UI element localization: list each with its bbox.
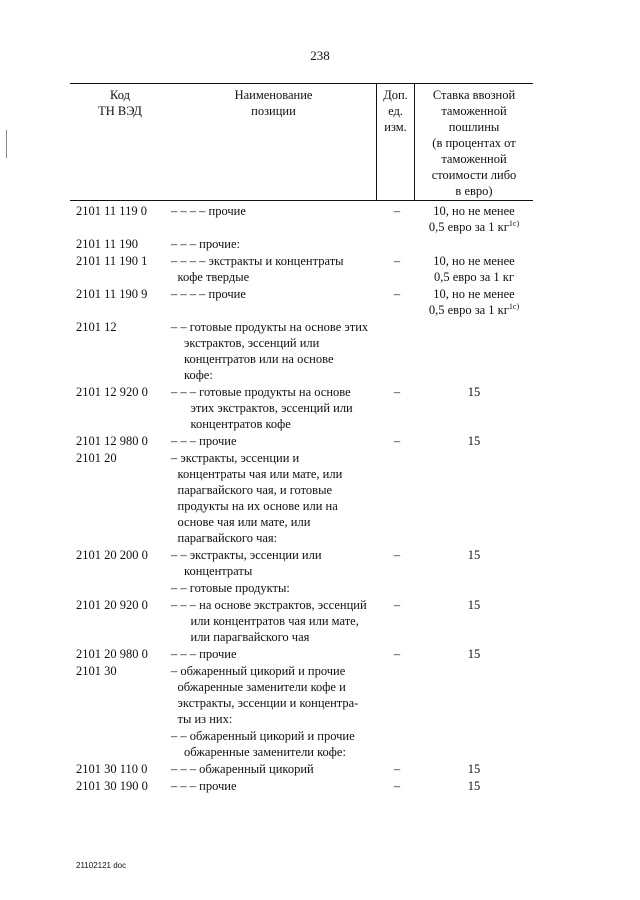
row-name: [171, 778, 376, 794]
row-name-line: – – – на основе экстрактов, эссенций: [171, 598, 367, 612]
row-name-line: – экстракты, эссенции и: [171, 451, 300, 465]
row-name: [171, 286, 376, 302]
row-name-line: – – готовые продукты:: [171, 581, 290, 595]
row-name: [171, 236, 376, 252]
footer-filename: 21102121 doc: [76, 861, 127, 870]
header-rate-line: (в процентах от: [432, 136, 516, 150]
row-rate-footnote: 1с): [508, 218, 520, 228]
row-rate-text: 10, но не менее: [433, 204, 515, 218]
row-name-line: – – готовые продукты на основе этих: [171, 320, 369, 334]
row-rate-text: 10, но не менее: [433, 287, 515, 301]
row-rate-line: [415, 253, 533, 269]
row-name-line: концентратов или на основе: [184, 352, 334, 366]
row-code: 2101 12: [76, 320, 117, 334]
header-rate-line: Ставка ввозной: [432, 88, 516, 102]
header-rate-line: в евро): [455, 184, 493, 198]
row-rate-text: 0,5 евро за 1 кг: [428, 303, 509, 317]
header-code-line: Код: [110, 88, 130, 102]
row-name-line: основе чая или мате, или: [177, 515, 311, 529]
row-name-line: концентратов кофе: [190, 417, 291, 431]
row-name-line: – – – прочие: [171, 434, 237, 448]
row-rate: [415, 384, 533, 400]
row-name-line: – – – готовые продукты на основе: [171, 385, 351, 399]
row-code: 2101 11 190 9: [76, 287, 148, 301]
row-name: [171, 580, 376, 596]
header-unit-line: ед.: [388, 104, 403, 118]
row-code: 2101 11 190 1: [76, 254, 148, 268]
row-name: [171, 253, 376, 285]
row-name-line: ты из них:: [177, 712, 233, 726]
row-name-line: экстрактов, эссенций или: [184, 336, 320, 350]
row-code: 2101 11 119 0: [76, 204, 147, 218]
row-rate-footnote: 1с): [508, 301, 520, 311]
row-unit: –: [393, 254, 401, 268]
row-unit: –: [393, 434, 401, 448]
row-rate-text: 15: [467, 434, 481, 448]
row-rate: [415, 761, 533, 777]
row-rate-text: 0,5 евро за 1 кг: [433, 270, 514, 284]
row-rate-line: [415, 547, 533, 563]
row-name-line: обжаренные заменители кофе:: [184, 745, 346, 759]
row-name-line: обжаренные заменители кофе и: [177, 680, 346, 694]
row-rate-text: 0,5 евро за 1 кг: [428, 220, 509, 234]
row-name-line: или парагвайского чая: [190, 630, 310, 644]
row-name-line: этих экстрактов, эссенций или: [190, 401, 353, 415]
header-rate-line: таможенной: [441, 104, 507, 118]
row-name-line: – – – прочие: [171, 779, 237, 793]
header-name: [171, 87, 376, 119]
row-name-line: – – – прочие:: [171, 237, 240, 251]
row-rate: [415, 286, 533, 318]
header-rate-line: таможенной: [441, 152, 507, 166]
row-rate: [415, 203, 533, 235]
row-name-line: концентраты: [184, 564, 253, 578]
row-name: [171, 663, 376, 727]
row-rate-text: 15: [467, 779, 481, 793]
row-rate-line: [415, 778, 533, 794]
row-unit: –: [393, 779, 401, 793]
header-rate: [415, 87, 533, 199]
row-rate: [415, 597, 533, 613]
row-rate-text: 15: [467, 647, 481, 661]
row-rate-line: [415, 286, 533, 302]
row-name-line: – – – – прочие: [171, 204, 246, 218]
row-name: [171, 597, 376, 645]
header-name-line: Наименование: [234, 88, 313, 102]
row-name-line: экстракты, эссенции и концентра-: [177, 696, 359, 710]
row-name: [171, 319, 376, 383]
row-rate-line: [415, 203, 533, 219]
row-name-line: кофе:: [184, 368, 213, 382]
row-rate: [415, 778, 533, 794]
row-code: 2101 30: [76, 664, 117, 678]
row-name-line: – – обжаренный цикорий и прочие: [171, 729, 355, 743]
row-rate-line: [415, 384, 533, 400]
row-code: 2101 12 980 0: [76, 434, 148, 448]
row-name-line: – – – прочие: [171, 647, 237, 661]
row-unit: –: [393, 287, 401, 301]
header-code: [70, 87, 170, 119]
header-unit-line: изм.: [384, 120, 407, 134]
row-rate-text: 15: [467, 598, 481, 612]
row-unit: –: [393, 204, 401, 218]
row-name: [171, 547, 376, 579]
header-name-line: позиции: [251, 104, 296, 118]
row-name: [171, 728, 376, 760]
row-name-line: продукты на их основе или на: [177, 499, 338, 513]
header-rate-line: стоимости либо: [431, 168, 517, 182]
row-code: 2101 20 920 0: [76, 598, 148, 612]
row-unit: –: [393, 762, 401, 776]
table-header-rule: [70, 200, 533, 201]
row-name: [171, 433, 376, 449]
row-name-line: – обжаренный цикорий и прочие: [171, 664, 346, 678]
row-rate: [415, 253, 533, 285]
row-name: [171, 203, 376, 219]
row-name: [171, 646, 376, 662]
row-name-line: кофе твердые: [177, 270, 250, 284]
row-unit: –: [393, 385, 401, 399]
row-name-line: парагвайского чая, и готовые: [177, 483, 333, 497]
row-code: 2101 20: [76, 451, 117, 465]
row-rate-line: [415, 219, 533, 235]
row-code: 2101 30 190 0: [76, 779, 148, 793]
header-code-line: ТН ВЭД: [98, 104, 142, 118]
row-code: 2101 11 190: [76, 237, 139, 251]
row-rate-line: [415, 597, 533, 613]
row-name: [171, 761, 376, 777]
row-name-line: – – – – прочие: [171, 287, 246, 301]
row-code: 2101 12 920 0: [76, 385, 148, 399]
row-rate-text: 15: [467, 762, 481, 776]
row-rate: [415, 547, 533, 563]
row-unit: –: [393, 548, 401, 562]
table-top-rule: [70, 83, 533, 84]
row-rate: [415, 646, 533, 662]
header-rate-line: пошлины: [448, 120, 500, 134]
row-name-line: – – экстракты, эссенции или: [171, 548, 322, 562]
page-number: 238: [310, 48, 330, 63]
row-unit: –: [393, 647, 401, 661]
margin-mark: [6, 130, 7, 158]
row-name: [171, 384, 376, 432]
row-unit: –: [393, 598, 401, 612]
row-rate-text: 15: [467, 548, 481, 562]
row-rate: [415, 433, 533, 449]
row-rate-line: [415, 302, 533, 318]
row-name-line: или концентратов чая или мате,: [190, 614, 359, 628]
row-rate-line: [415, 269, 533, 285]
row-code: 2101 20 980 0: [76, 647, 148, 661]
row-code: 2101 30 110 0: [76, 762, 148, 776]
row-rate-line: [415, 761, 533, 777]
row-rate-line: [415, 646, 533, 662]
row-name-line: – – – – экстракты и концентраты: [171, 254, 344, 268]
row-rate-line: [415, 433, 533, 449]
header-unit: [377, 87, 414, 135]
row-name-line: парагвайского чая:: [177, 531, 278, 545]
row-code: 2101 20 200 0: [76, 548, 148, 562]
row-rate-text: 10, но не менее: [433, 254, 515, 268]
row-name: [171, 450, 376, 546]
row-name-line: – – – обжаренный цикорий: [171, 762, 314, 776]
header-unit-line: Доп.: [383, 88, 408, 102]
row-rate-text: 15: [467, 385, 481, 399]
row-name-line: концентраты чая или мате, или: [177, 467, 343, 481]
